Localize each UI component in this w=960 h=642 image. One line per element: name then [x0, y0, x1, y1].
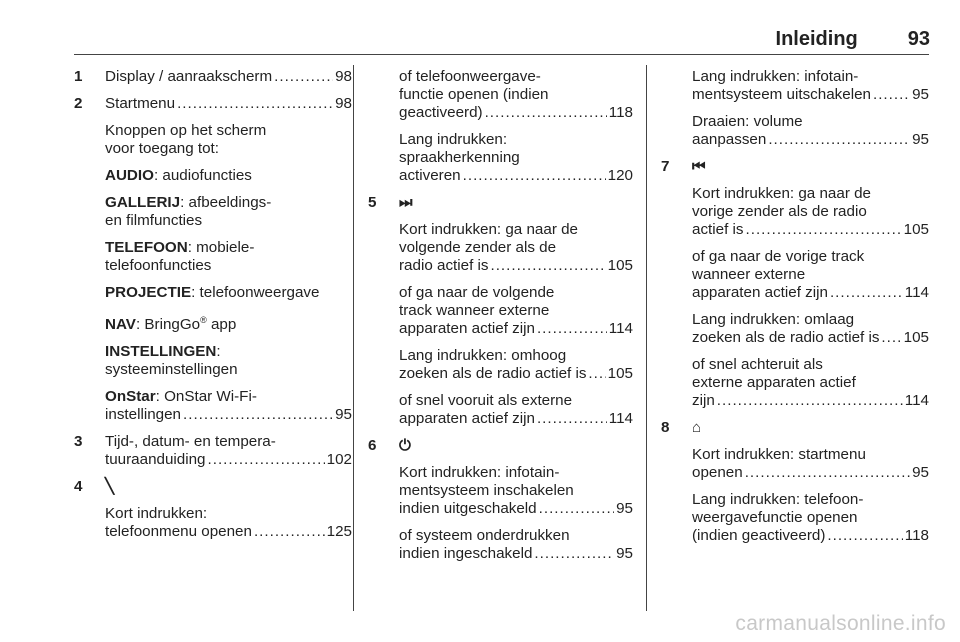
entry-text: Startmenu	[105, 95, 176, 112]
item-number: 4	[74, 478, 83, 496]
item-number: 8	[661, 419, 670, 436]
list-item: Draaien: volume aanpassen ..... 95	[661, 113, 929, 149]
list-item: Kort indrukken: telefoonmenu openen ..... 125	[74, 505, 352, 541]
page-reference: 114	[608, 410, 633, 427]
list-item: 3 Tijd-, datum- en tempera- tuuraanduiding ..... 102	[74, 433, 352, 469]
list-item: Kort indrukken: startmenu openen ..... 95	[661, 446, 929, 482]
phone-icon: ╲	[105, 478, 115, 496]
page-reference: 95	[335, 406, 352, 424]
paragraph: OnStar: OnStar Wi-Fi- instellingen ..... 95	[105, 388, 352, 424]
paragraph: GALLERIJ: afbeeldings- en filmfuncties	[105, 194, 272, 229]
paragraph: INSTELLINGEN: systeeminstellingen	[105, 343, 238, 379]
list-item: Lang indrukken: telefoon- weergavefunctie openen (indien geactiveerd) ..... 118	[661, 491, 929, 545]
page-reference: 105	[607, 365, 633, 382]
page-reference: 125	[326, 523, 352, 541]
list-item: Kort indrukken: infotain- mentsysteem inschakelen indien uitgeschakeld ..... 95	[368, 464, 633, 518]
term: GALLERIJ	[105, 194, 181, 211]
page-reference: 120	[607, 167, 633, 184]
term: TELEFOON	[105, 239, 188, 256]
term: INSTELLINGEN	[105, 343, 217, 361]
column-2	[368, 68, 633, 563]
item-number: 6	[368, 437, 377, 454]
page-reference: 118	[904, 527, 929, 544]
item-number: 1	[74, 68, 83, 85]
power-icon: ⏻	[399, 437, 411, 454]
paragraph: Knoppen op het scherm voor toegang tot:	[105, 122, 267, 157]
list-item	[368, 437, 633, 455]
paragraph: PROJECTIE: telefoonweergave	[105, 284, 320, 301]
page-reference: 114	[608, 320, 633, 337]
skip-back-icon: ⏮	[692, 158, 706, 175]
item-number: 5	[368, 194, 377, 211]
list-item	[74, 95, 352, 433]
page-reference: 118	[608, 104, 633, 121]
home-icon: ⌂	[692, 419, 702, 436]
watermark: carmanualsonline.info	[735, 612, 946, 635]
page-number: 93	[907, 28, 930, 50]
skip-forward-icon: ⏭	[399, 194, 413, 211]
list-item: of ga naar de vorige track wanneer externe apparaten actief zijn ..... 114	[661, 248, 929, 302]
paragraph: NAV: BringGo® app	[105, 315, 237, 334]
item-number: 3	[74, 433, 83, 451]
column-3	[661, 68, 929, 545]
page-reference: 98	[335, 68, 352, 85]
item-number: 2	[74, 95, 83, 112]
term: OnStar	[105, 388, 156, 406]
term: AUDIO	[105, 167, 154, 184]
list-item: Lang indrukken: omhoog zoeken als de radio actief is ..... 105	[368, 347, 633, 383]
term: NAV	[105, 316, 136, 334]
paragraph: AUDIO: audiofuncties	[105, 167, 252, 184]
page-reference: 95	[616, 545, 633, 562]
section-title: Inleiding	[775, 28, 858, 50]
page-reference: 114	[904, 392, 929, 409]
entry-text: Display / aanraakscherm	[105, 68, 273, 85]
term: PROJECTIE	[105, 284, 192, 301]
column-divider-1	[353, 65, 354, 611]
list-item: Lang indrukken: omlaag zoeken als de radio actief is ..... 105	[661, 311, 929, 347]
list-item	[661, 158, 929, 176]
item-number: 7	[661, 158, 670, 175]
column-1	[74, 68, 352, 541]
list-item: Lang indrukken: infotain- mentsysteem uitschakelen ..... 95	[661, 68, 929, 104]
page-reference: 114	[904, 284, 929, 301]
list-item: Lang indrukken: spraakherkenning activeren ..... 120	[368, 131, 633, 185]
list-item: of snel vooruit als externe apparaten actief zijn ..... 114	[368, 392, 633, 428]
page-reference: 102	[326, 451, 352, 469]
paragraph: TELEFOON: mobiele- telefoonfuncties	[105, 239, 255, 274]
page-reference: 105	[903, 221, 929, 238]
page-reference: 95	[912, 464, 929, 481]
list-item: of ga naar de volgende track wanneer externe apparaten actief zijn ..... 114	[368, 284, 633, 338]
list-item: Kort indrukken: ga naar de volgende zender als de radio actief is ..... 105	[368, 221, 633, 275]
header-rule	[74, 54, 929, 55]
list-item	[74, 68, 352, 86]
page-reference: 95	[616, 500, 633, 517]
list-item	[368, 194, 633, 212]
page-reference: 105	[903, 329, 929, 346]
list-item: Kort indrukken: ga naar de vorige zender als de radio actief is ..... 105	[661, 185, 929, 239]
list-item	[74, 478, 352, 496]
page-reference: 95	[912, 86, 929, 103]
list-item: of systeem onderdrukken indien ingeschakeld ..... 95	[368, 527, 633, 563]
list-item: of telefoonweergave- functie openen (indien geactiveerd) ..... 118	[368, 68, 633, 122]
column-divider-2	[646, 65, 647, 611]
list-item: of snel achteruit als externe apparaten actief zijn ..... 114	[661, 356, 929, 410]
page-reference: 95	[912, 131, 929, 148]
list-item	[661, 419, 929, 437]
page-reference: 105	[607, 257, 633, 274]
page-reference: 98	[335, 95, 352, 112]
